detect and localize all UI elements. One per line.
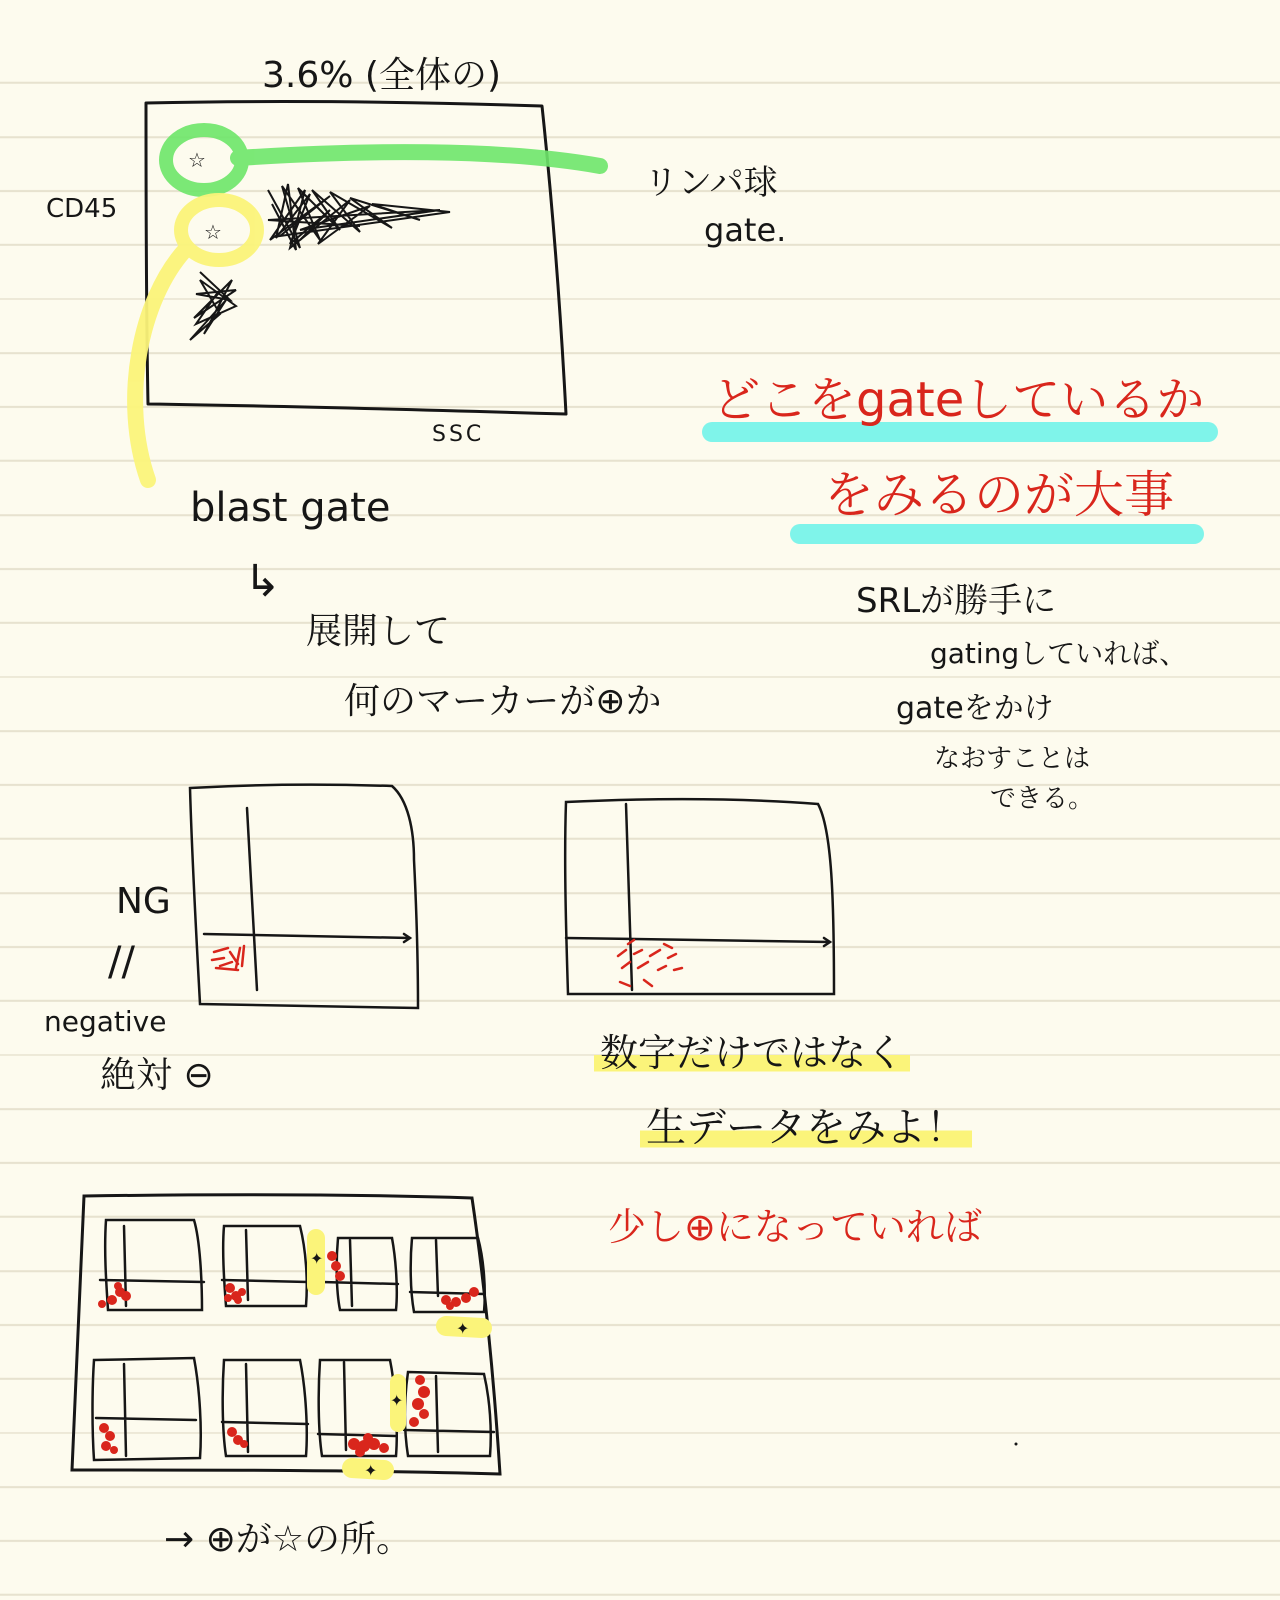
mid-plot-ng (190, 785, 418, 1008)
srl-line-2: gatingしていれば、 (930, 637, 1188, 670)
numbers-line-1-text: 数字だけではなく (594, 1031, 910, 1075)
lymph-gate-highlight (166, 130, 600, 190)
x-axis-label: SSC (432, 422, 485, 447)
zetsutai-label: 絶対 ⊖ (100, 1055, 214, 1096)
numbers-line-2 (640, 1105, 972, 1151)
numbers-line-2-text: 生データをみよ！ (640, 1105, 972, 1151)
slightly-positive-label: 少し⊕になっていれば (608, 1205, 982, 1249)
red-tip-line-1: どこをgateしているか (712, 372, 1205, 428)
srl-line-5: できる。 (990, 784, 1095, 814)
blast-marker: ☆ (204, 220, 222, 244)
blast-gate-label: blast gate (190, 485, 391, 531)
svg-text:✦: ✦ (310, 1249, 324, 1268)
srl-line-4: なおすことは (934, 744, 1091, 774)
percent-label: 3.6% (全体の) (262, 55, 501, 96)
svg-text:✦: ✦ (456, 1319, 470, 1338)
srl-line-1: SRLが勝手に (856, 581, 1057, 621)
expand-label: 展開して (306, 611, 451, 652)
grid-outer-frame (72, 1195, 500, 1474)
mid-plot-ng-dots (212, 946, 244, 970)
lymph-gate-word: gate. (704, 211, 787, 249)
grid-plots-row-1 (100, 1220, 485, 1312)
lymph-gate-label: リンパ球 (644, 163, 778, 203)
grid-plots-row-2 (93, 1358, 495, 1460)
expand-arrow: ↳ (244, 556, 281, 607)
mid-plot-positive-dots (618, 940, 682, 986)
srl-line-3: gateをかけ (896, 691, 1054, 726)
granulocyte-cluster (268, 184, 450, 250)
grid-footer-label: → ⊕が☆の所。 (164, 1519, 413, 1560)
equals-label: // (108, 939, 135, 985)
stray-dot (1015, 1443, 1018, 1446)
svg-text:✦: ✦ (364, 1461, 378, 1480)
blast-gate-highlight (135, 200, 257, 480)
numbers-line-1 (594, 1031, 910, 1075)
mid-plot-positive (565, 799, 834, 994)
negative-label: negative (44, 1005, 167, 1038)
blast-gate-line (135, 250, 185, 480)
ng-label: NG (116, 881, 171, 922)
svg-text:✦: ✦ (390, 1391, 404, 1410)
y-axis-label: CD45 (46, 194, 118, 224)
low-cluster (190, 272, 236, 340)
marker-label: 何のマーカーが⊕か (344, 681, 662, 722)
lymph-gate-line (238, 152, 600, 166)
lymph-marker: ☆ (188, 148, 206, 172)
red-tip-line-2: をみるのが大事 (824, 466, 1174, 524)
